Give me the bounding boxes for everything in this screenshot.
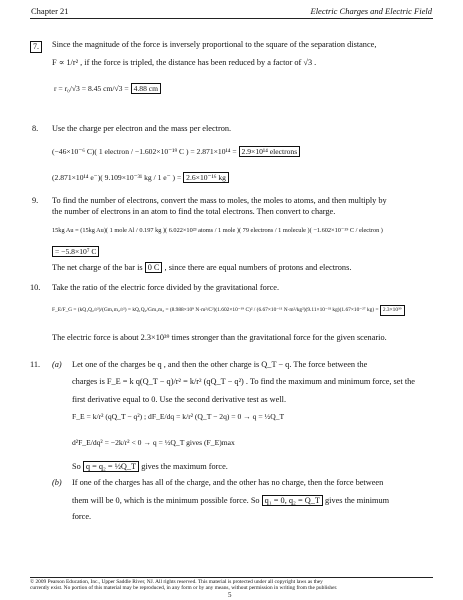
p11a-conclusion — [72, 461, 228, 472]
p11a-text-line-2: charges is F_E = k q(Q_T − q)/r² = k/r² (qQ_T − q²) . To find the maximum and minimum force, set the — [72, 377, 415, 386]
problem-number-7: 7. — [30, 41, 42, 53]
p9-answer-line — [52, 246, 99, 257]
p11a-conclusion-end: gives the maximum force. — [141, 462, 228, 471]
part-a-label: (a) — [52, 360, 62, 369]
problem-number-10: 10. — [30, 283, 41, 292]
copyright-line-1: © 2009 Pearson Education, Inc., Upper Saddle River, NJ. All rights reserved. This material is protected under all copyright laws as they — [30, 579, 323, 585]
p8-equation-2 — [52, 172, 229, 183]
p11a-text-line-3: first derivative equal to 0. Use the second derivative test as well. — [72, 395, 287, 404]
p7-equation-text: r = r₀/√3 = 8.45 cm/√3 = — [54, 84, 129, 93]
page-number: 5 — [228, 591, 232, 599]
p11a-so: So — [72, 462, 81, 471]
p8-eq1-text: (−46×10⁻⁶ C)( 1 electron / −1.602×10⁻¹⁹ C ) = 2.871×10¹⁴ = — [52, 147, 237, 156]
p7-answer-box: 4.88 cm — [131, 83, 161, 94]
p9-text-line-2: the number of electrons in an atom to find the total electrons. Then convert to charge. — [52, 207, 336, 216]
p7-text-line-2: F ∝ 1/r² , if the force is tripled, the distance has been reduced by a factor of √3 . — [52, 58, 317, 67]
footer-rule — [30, 577, 433, 578]
copyright-line-2: currently exist. No portion of this material may be reproduced, in any form or by any means, without permission in writing from the publisher. — [30, 585, 338, 591]
p9-line3-end: , since there are equal numbers of protons and electrons. — [164, 263, 352, 272]
p9-line3-start: The net charge of the bar is — [52, 263, 143, 272]
p11b-answer-box: q₁ = 0, q₂ = Q_T — [262, 495, 323, 506]
p7-equation — [54, 83, 161, 94]
p10-text-line-1: Take the ratio of the electric force divided by the gravitational force. — [52, 283, 280, 292]
p11a-text-line-1: Let one of the charges be q , and then the other charge is Q_T − q. The force between the — [72, 360, 368, 369]
problem-number-8: 8. — [32, 124, 39, 133]
p10-equation — [52, 305, 405, 316]
p9-equation: 15kg Au = (15kg Au)( 1 mole Al / 0.197 kg )( 6.022×10²³ atoms / 1 mole )( 79 electrons / 1 molecule )( −1.602×10⁻¹⁹ C / electron ) — [52, 227, 383, 234]
p8-equation-1 — [52, 146, 300, 157]
p8-answer-1-box: 2.9×10¹⁴ electrons — [239, 146, 301, 157]
p11b-line2-start: them will be 0, which is the minimum possible force. So — [72, 496, 260, 505]
chapter-label: Chapter 21 — [31, 6, 69, 16]
p11a-equation-1: F_E = k/r² (qQ_T − q²) ; dF_E/dq = k/r² (Q_T − 2q) = 0 → q = ½Q_T — [72, 412, 285, 421]
p9-zero-charge-box: 0 C — [145, 262, 163, 273]
p8-text-line-1: Use the charge per electron and the mass per electron. — [52, 124, 232, 133]
p11a-equation-2: d²F_E/dq² = −2k/r² < 0 → q = ½Q_T gives (F_E)max — [72, 438, 235, 447]
p9-answer-box: = −5.8×10⁷ C — [52, 246, 99, 257]
p11a-answer-box: q = q₂ = ½Q_T — [83, 461, 139, 472]
p8-answer-2-box: 2.6×10⁻¹⁶ kg — [183, 172, 229, 183]
p10-text-line-2: The electric force is about 2.3×10³⁹ times stronger than the gravitational force for the given scenario. — [52, 333, 387, 342]
header-rule — [30, 18, 433, 19]
p9-text-line-3 — [52, 262, 351, 273]
p11b-text-line-3: force. — [72, 512, 92, 521]
p9-text-line-1: To find the number of electrons, convert the mass to moles, the moles to atoms, and then multiply by — [52, 196, 387, 205]
p8-eq2-text: (2.871×10¹⁴ e⁻)( 9.109×10⁻³¹ kg / 1 e⁻ ) = — [52, 173, 182, 182]
problem-number-9: 9. — [32, 196, 39, 205]
p11b-line2-end: gives the minimum — [325, 496, 390, 505]
p11b-text-line-1: If one of the charges has all of the charge, and the other has no charge, then the force between — [72, 478, 384, 487]
part-b-label: (b) — [52, 478, 62, 487]
p11b-text-line-2 — [72, 495, 389, 506]
problem-number-11: 11. — [30, 360, 41, 369]
chapter-title: Electric Charges and Electric Field — [310, 6, 432, 16]
p10-answer-box: 2.3×10³⁹ — [380, 305, 405, 316]
p10-eq-text: F_E/F_G = (kQ₁Q₂/r²)/(Gm₁m₂/r²) = kQ₁Q₂/Gm₁m₂ = (8.988×10⁹ N·m²/C²)(1.602×10⁻¹⁹ C)² / (6.67×10⁻¹¹ N·m²/kg²)(9.11×10⁻³¹ kg)(1.67×10⁻²⁷ kg) = — [52, 307, 379, 313]
p7-text-line-1: Since the magnitude of the force is inversely proportional to the square of the separation distance, — [52, 40, 377, 49]
